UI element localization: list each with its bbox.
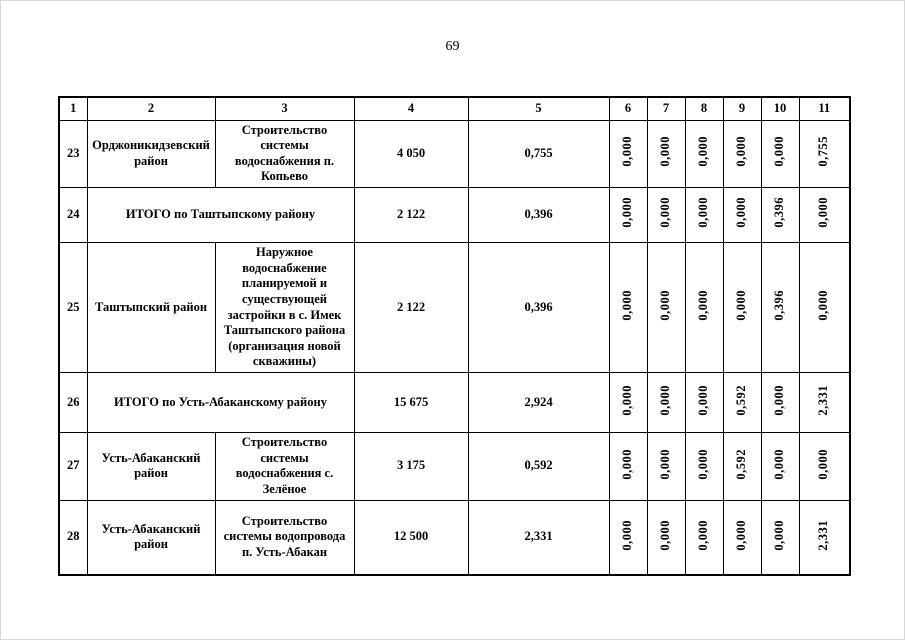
value-cell: [647, 433, 685, 501]
vertical-value: 0,000: [816, 197, 831, 228]
value-cell: [761, 120, 799, 188]
col-header-7: 7: [647, 97, 685, 120]
vertical-value: 0,000: [696, 448, 711, 480]
amount-cell: 2,924: [468, 373, 609, 433]
vertical-value: 0,000: [772, 519, 787, 551]
vertical-value: 0,000: [658, 448, 673, 480]
value-cell: [761, 500, 799, 575]
project-cell: Строительство системы водопровода п. Усть-Абакан: [215, 500, 354, 575]
value-cell: [799, 433, 850, 501]
amount-cell: 4 050: [354, 120, 468, 188]
amount-cell: 0,592: [468, 433, 609, 501]
district-cell: Усть-Абаканский район: [87, 433, 215, 501]
value-cell: [685, 373, 723, 433]
value-cell: [761, 373, 799, 433]
vertical-value: 0,000: [734, 136, 749, 167]
value-cell: [799, 188, 850, 243]
value-cell: [723, 433, 761, 501]
value-cell: [685, 188, 723, 243]
col-header-9: 9: [723, 97, 761, 120]
value-cell: [723, 243, 761, 373]
value-cell: [609, 500, 647, 575]
value-cell: [647, 243, 685, 373]
vertical-value: 0,000: [816, 448, 831, 480]
vertical-value: 0,000: [734, 197, 749, 228]
vertical-value: 0,592: [734, 448, 749, 480]
row-number: 28: [59, 500, 87, 575]
vertical-value: 0,592: [734, 384, 749, 416]
amount-cell: 3 175: [354, 433, 468, 501]
row-number: 26: [59, 373, 87, 433]
projects-table: [58, 96, 851, 576]
vertical-value: 0,000: [620, 519, 635, 551]
vertical-value: 0,000: [658, 197, 673, 228]
col-header-10: 10: [761, 97, 799, 120]
district-cell: Таштыпский район: [87, 243, 215, 373]
vertical-value: 0,000: [658, 136, 673, 167]
vertical-value: 0,000: [772, 136, 787, 167]
col-header-8: 8: [685, 97, 723, 120]
amount-cell: 12 500: [354, 500, 468, 575]
project-cell: Наружное водоснабжение планируемой и существующей застройки в с. Имек Таштыпского района (организация новой скважины): [215, 243, 354, 373]
project-cell: Строительство системы водоснабжения п. Копьево: [215, 120, 354, 188]
vertical-value: 0,000: [620, 289, 635, 321]
value-cell: [685, 120, 723, 188]
table-row: [59, 433, 850, 501]
value-cell: [609, 120, 647, 188]
vertical-value: 0,000: [772, 448, 787, 480]
total-label-cell: ИТОГО по Усть-Абаканскому району: [87, 373, 354, 433]
vertical-value: 0,000: [696, 519, 711, 551]
col-header-6: 6: [609, 97, 647, 120]
vertical-value: 0,000: [658, 289, 673, 321]
vertical-value: 0,000: [620, 136, 635, 167]
value-cell: [647, 500, 685, 575]
col-header-11: 11: [799, 97, 850, 120]
district-cell: Орджоникидзевский район: [87, 120, 215, 188]
value-cell: [609, 373, 647, 433]
vertical-value: 2,331: [816, 384, 831, 416]
value-cell: [609, 243, 647, 373]
amount-cell: 2 122: [354, 243, 468, 373]
table-row: [59, 120, 850, 188]
amount-cell: 2 122: [354, 188, 468, 243]
total-label-cell: ИТОГО по Таштыпскому району: [87, 188, 354, 243]
vertical-value: 2,331: [816, 519, 831, 551]
value-cell: [685, 243, 723, 373]
vertical-value: 0,000: [696, 289, 711, 321]
vertical-value: 0,755: [816, 136, 831, 167]
vertical-value: 0,000: [696, 384, 711, 416]
value-cell: [723, 188, 761, 243]
value-cell: [761, 188, 799, 243]
row-number: 24: [59, 188, 87, 243]
value-cell: [799, 243, 850, 373]
value-cell: [609, 433, 647, 501]
amount-cell: 0,396: [468, 188, 609, 243]
vertical-value: 0,000: [772, 384, 787, 416]
value-cell: [723, 120, 761, 188]
value-cell: [647, 120, 685, 188]
table-row: [59, 500, 850, 575]
vertical-value: 0,000: [658, 384, 673, 416]
vertical-value: 0,000: [696, 136, 711, 167]
project-cell: Строительство системы водоснабжения с. Зелёное: [215, 433, 354, 501]
amount-cell: 0,755: [468, 120, 609, 188]
value-cell: [799, 373, 850, 433]
row-number: 23: [59, 120, 87, 188]
col-header-5: 5: [468, 97, 609, 120]
page-number: 69: [445, 39, 460, 54]
col-header-4: 4: [354, 97, 468, 120]
vertical-value: 0,000: [620, 448, 635, 480]
vertical-value: 0,000: [734, 519, 749, 551]
district-cell: Усть-Абаканский район: [87, 500, 215, 575]
vertical-value: 0,000: [816, 289, 831, 321]
value-cell: [723, 500, 761, 575]
value-cell: [761, 243, 799, 373]
vertical-value: 0,000: [620, 384, 635, 416]
amount-cell: 15 675: [354, 373, 468, 433]
value-cell: [685, 433, 723, 501]
value-cell: [647, 373, 685, 433]
col-header-2: 2: [87, 97, 215, 120]
col-header-3: 3: [215, 97, 354, 120]
value-cell: [799, 500, 850, 575]
value-cell: [609, 188, 647, 243]
row-number: 25: [59, 243, 87, 373]
table-row-total: [59, 188, 850, 243]
table-row: [59, 243, 850, 373]
row-number: 27: [59, 433, 87, 501]
col-header-1: 1: [59, 97, 87, 120]
vertical-value: 0,000: [658, 519, 673, 551]
value-cell: [685, 500, 723, 575]
vertical-value: 0,396: [772, 289, 787, 321]
table-header-row: [59, 97, 850, 120]
table-row-total: [59, 373, 850, 433]
vertical-value: 0,000: [620, 197, 635, 228]
amount-cell: 2,331: [468, 500, 609, 575]
vertical-value: 0,396: [772, 197, 787, 228]
vertical-value: 0,000: [696, 197, 711, 228]
value-cell: [723, 373, 761, 433]
amount-cell: 0,396: [468, 243, 609, 373]
value-cell: [761, 433, 799, 501]
vertical-value: 0,000: [734, 289, 749, 321]
value-cell: [799, 120, 850, 188]
value-cell: [647, 188, 685, 243]
